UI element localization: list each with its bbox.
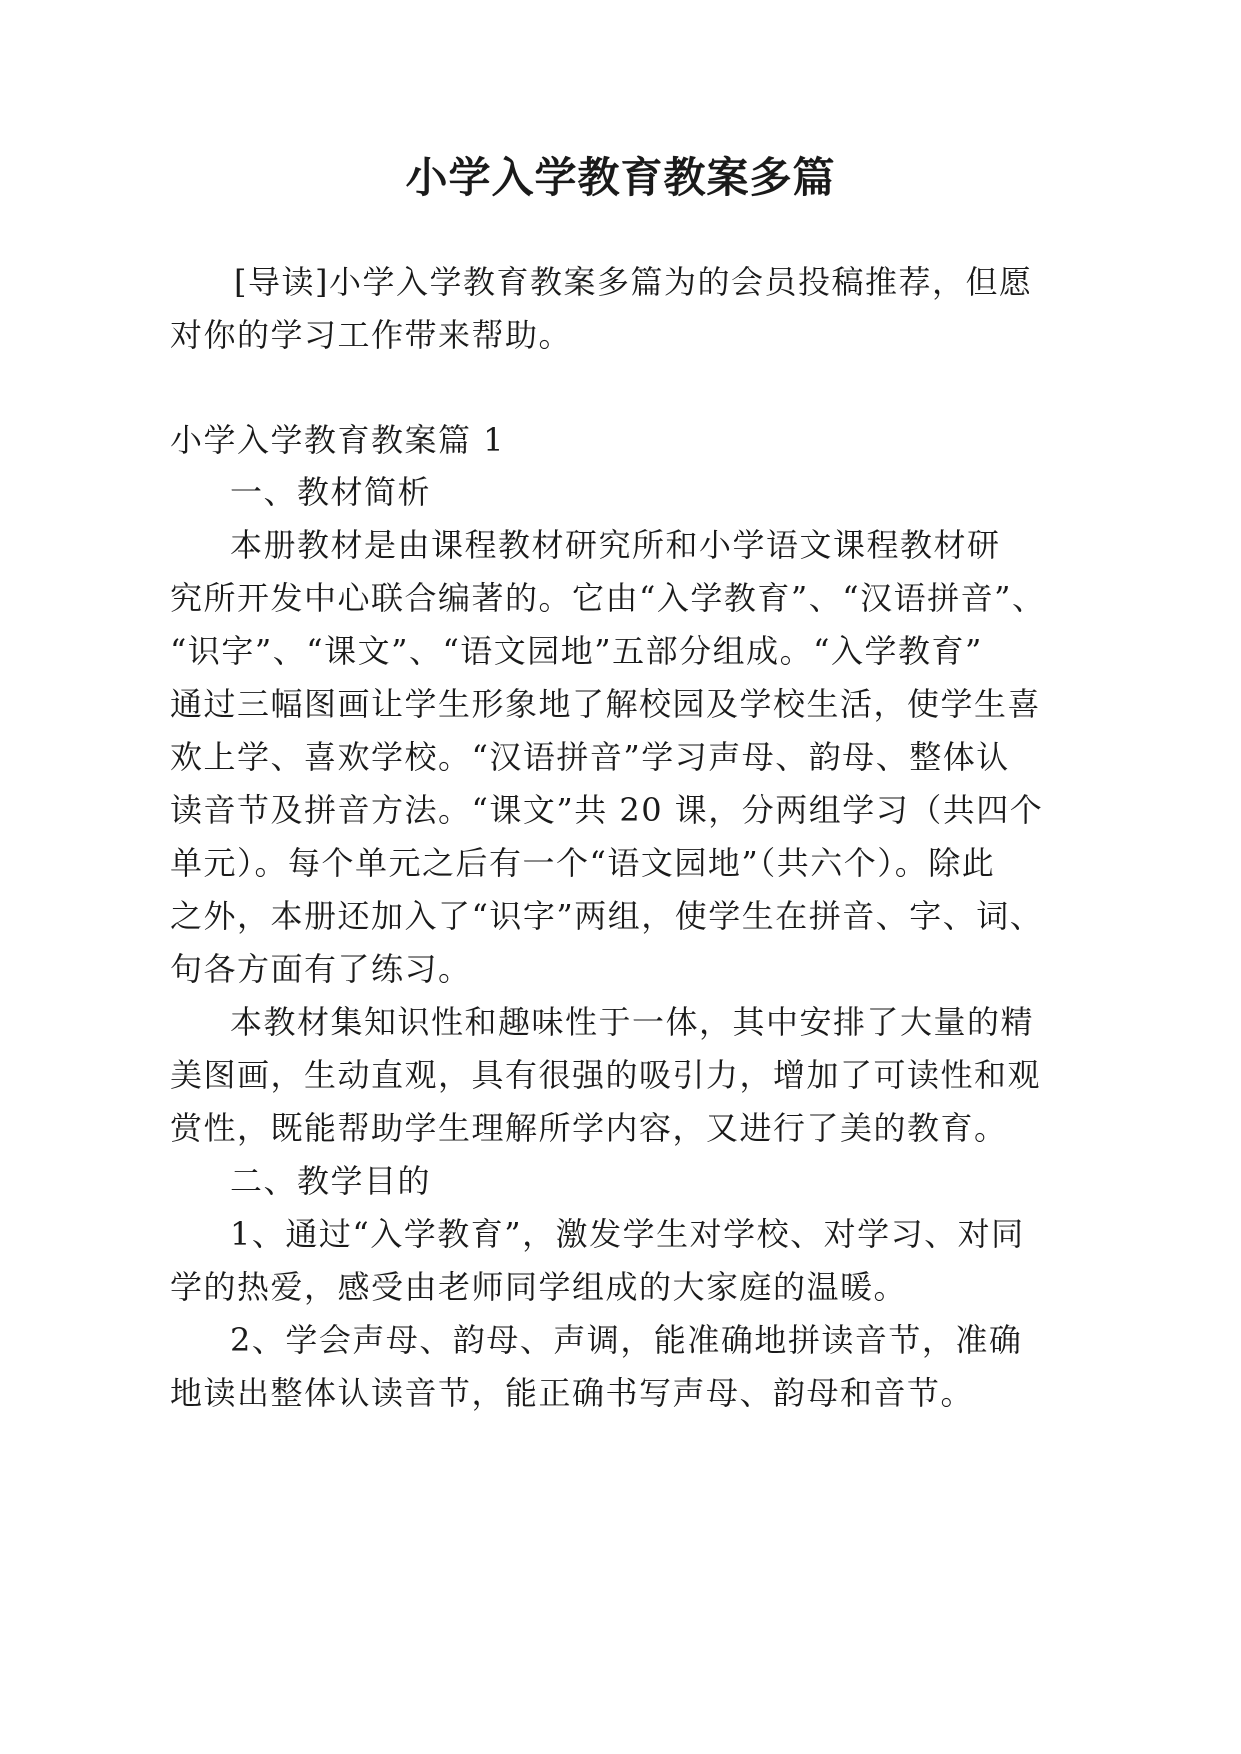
- paragraph-line: 究所开发中心联合编著的。它由“入学教育”、“汉语拼音”、: [170, 579, 1046, 617]
- subheading-2: 二、教学目的: [230, 1162, 432, 1200]
- section-heading: 小学入学教育教案篇 1: [170, 421, 506, 459]
- paragraph-line: 2、学会声母、韵母、声调，能准确地拼读音节，准确: [230, 1321, 1023, 1359]
- paragraph-line: 赏性，既能帮助学生理解所学内容，又进行了美的教育。: [170, 1109, 1008, 1147]
- paragraph-line: 美图画，生动直观，具有很强的吸引力，增加了可读性和观: [170, 1056, 1042, 1094]
- paragraph-line: “识字”、“课文”、“语文园地”五部分组成。“入学教育”: [170, 632, 983, 670]
- intro-line-1: [导读]小学入学教育教案多篇为的会员投稿推荐，但愿: [234, 263, 1033, 301]
- subheading-1: 一、教材简析: [230, 473, 432, 511]
- paragraph-line: 欢上学、喜欢学校。“汉语拼音”学习声母、韵母、整体认: [170, 738, 1010, 776]
- paragraph-line: 学的热爱，感受由老师同学组成的大家庭的温暖。: [170, 1268, 908, 1306]
- paragraph-line: 句各方面有了练习。: [170, 950, 472, 988]
- paragraph-line: 地读出整体认读音节，能正确书写声母、韵母和音节。: [170, 1374, 975, 1412]
- page-title: 小学入学教育教案多篇: [405, 153, 836, 202]
- paragraph-line: 单元）。每个单元之后有一个“语文园地”（共六个）。除此: [170, 844, 996, 882]
- paragraph-line: 之外，本册还加入了“识字”两组，使学生在拼音、字、词、: [170, 897, 1044, 935]
- paragraph-line: 读音节及拼音方法。“课文”共 20 课，分两组学习（共四个: [170, 791, 1044, 829]
- paragraph-line: 1、通过“入学教育”，激发学生对学校、对学习、对同: [230, 1215, 1025, 1253]
- paragraph-line: 本教材集知识性和趣味性于一体，其中安排了大量的精: [230, 1003, 1035, 1041]
- paragraph-line: 本册教材是由课程教材研究所和小学语文课程教材研: [230, 526, 1001, 564]
- intro-line-2: 对你的学习工作带来帮助。: [170, 316, 573, 354]
- paragraph-line: 通过三幅图画让学生形象地了解校园及学校生活，使学生喜: [170, 685, 1042, 723]
